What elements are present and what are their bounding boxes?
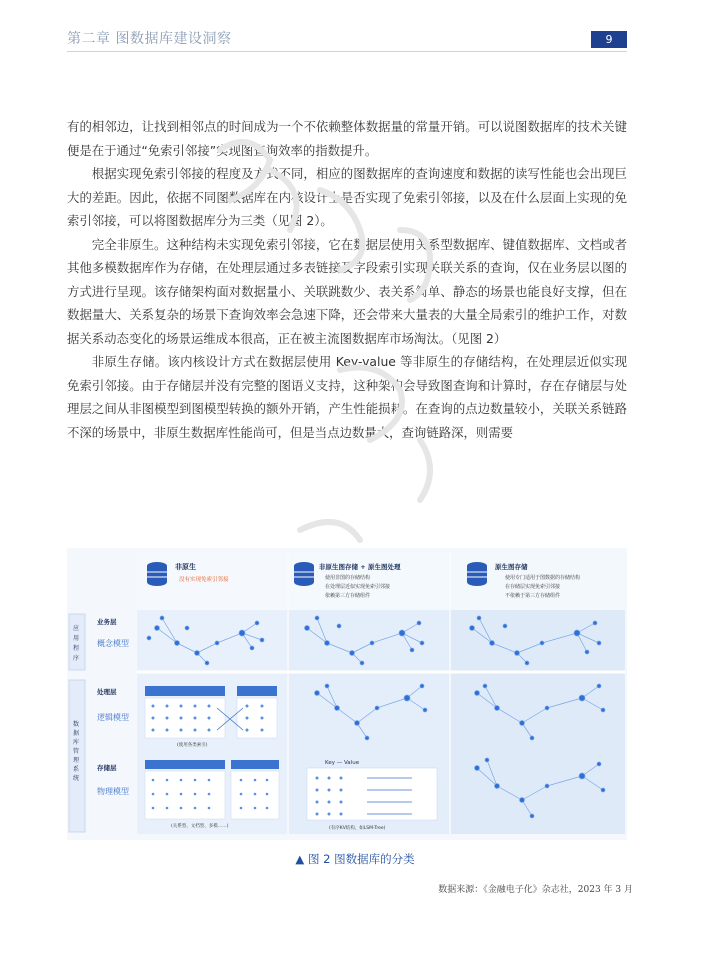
row-label-physical: 物理模型 xyxy=(97,787,129,796)
caption-text: 图 2 图数据库的分类 xyxy=(307,852,415,866)
database-icon xyxy=(294,562,314,586)
figure-graph-db-classification xyxy=(67,548,627,840)
body-text xyxy=(67,115,627,444)
page-header xyxy=(67,22,627,52)
row-label-business: 业务层 xyxy=(97,618,117,626)
column-title-3: 原生图存储 xyxy=(495,563,528,571)
database-icon xyxy=(147,562,167,586)
page-number: 9 xyxy=(591,31,627,48)
classification-diagram xyxy=(67,548,627,840)
column-3-bullet-2: 在存储层实现免索引邻接 xyxy=(505,584,561,590)
database-icon xyxy=(467,562,487,586)
paragraph-4: 非原生存储。该内核设计方式在数据层使用 Key-value 等非原生的存储结构，在处理层近似实现免索引邻接。由于存储层并没有完整的图语义支持，这种架构会导致图查询和计算时，存在存储层与处理层之间从非图模型到图模型转换的额外开销，产生性能损耗。在查询的点边数量较小，关联关系链路不深的场景中，非原生数据库性能尚可，但是当点边数量大，查询链路深，则需要 xyxy=(67,354,627,440)
column-2-bullet-2: 在处理层近似实现免索引邻接 xyxy=(325,584,391,590)
row-label-logic: 逻辑模型 xyxy=(97,713,129,722)
kv-label: Key — Value xyxy=(325,760,360,766)
column-3-bullet-1: 使用专门适用于图数据的存储结构 xyxy=(505,575,581,581)
chapter-title: 第二章 图数据库建设洞察 xyxy=(67,31,232,47)
column-1-bullet-1: 没有实现免索引邻接 xyxy=(179,577,229,583)
col1-bottom-note: (关系型、文档型、多模……) xyxy=(171,824,229,829)
index-note: (使用各类索引) xyxy=(177,743,208,748)
column-title-2: 非原生图存储 + 原生图处理 xyxy=(319,563,401,571)
row-label-processing: 处理层 xyxy=(97,688,117,696)
paragraph-3: 完全非原生。这种结构未实现免索引邻接，它在数据层使用关系型数据库、键值数据库、文档或者其他多模数据库作为存储，在处理层通过多表链接及字段索引实现关联关系的查询，仅在业务层以图的方式进行呈现。该存储架构面对数据量小、关联跳数少、表关系简单、静态的场景也能良好支撑，但在数据量大、关系复杂的场景下查询效率会急速下降，还会带来大量表的大量全局索引的维护工作，对数据关系动态变化的场景运维成本很高，正在被主流图数据库市场淘汰。（见图 2） xyxy=(67,236,627,346)
app-group-label: 应用程序 xyxy=(73,625,80,662)
col2-bottom-note: (有序KV结构，如LSM-Tree) xyxy=(329,826,386,831)
triangle-icon: ▲ xyxy=(295,852,305,866)
col1-physical-tables xyxy=(145,760,279,819)
paragraph-2: 根据实现免索引邻接的程度及方式不同，相应的图数据库的查询速度和数据的读写性能也会出现巨大的差距。因此，依据不同图数据库在内核设计上是否实现了免索引邻接，以及在什么层面上实现的免索引邻接，可以将图数据库分为三类（见图 2）。 xyxy=(67,166,627,228)
data-source: 数据来源：《金融电子化》杂志社，2023 年 3 月 xyxy=(438,885,633,895)
row-label-storage: 存储层 xyxy=(97,764,117,772)
column-3-bullet-3: 不依赖于第三方存储组件 xyxy=(505,593,561,599)
paragraph-1: 有的相邻边，让找到相邻点的时间成为一个不依赖整体数据量的常量开销。可以说图数据库的技术关键便是在于通过“免索引邻接”实现图查询效率的指数提升。 xyxy=(67,119,627,158)
col2-kv-store xyxy=(307,768,437,820)
column-2-bullet-3: 依赖第三方存储组件 xyxy=(325,593,371,599)
db-group-label: 数据库管理系统 xyxy=(73,721,80,782)
db-group-bar xyxy=(69,680,85,832)
col1-logic-tables xyxy=(145,686,277,738)
row-label-concept: 概念模型 xyxy=(97,639,129,648)
column-title-1: 非原生 xyxy=(175,563,196,571)
figure-caption xyxy=(0,851,710,867)
column-2-bullet-1: 使用非图的存储结构 xyxy=(325,575,371,581)
header-divider xyxy=(67,51,627,52)
